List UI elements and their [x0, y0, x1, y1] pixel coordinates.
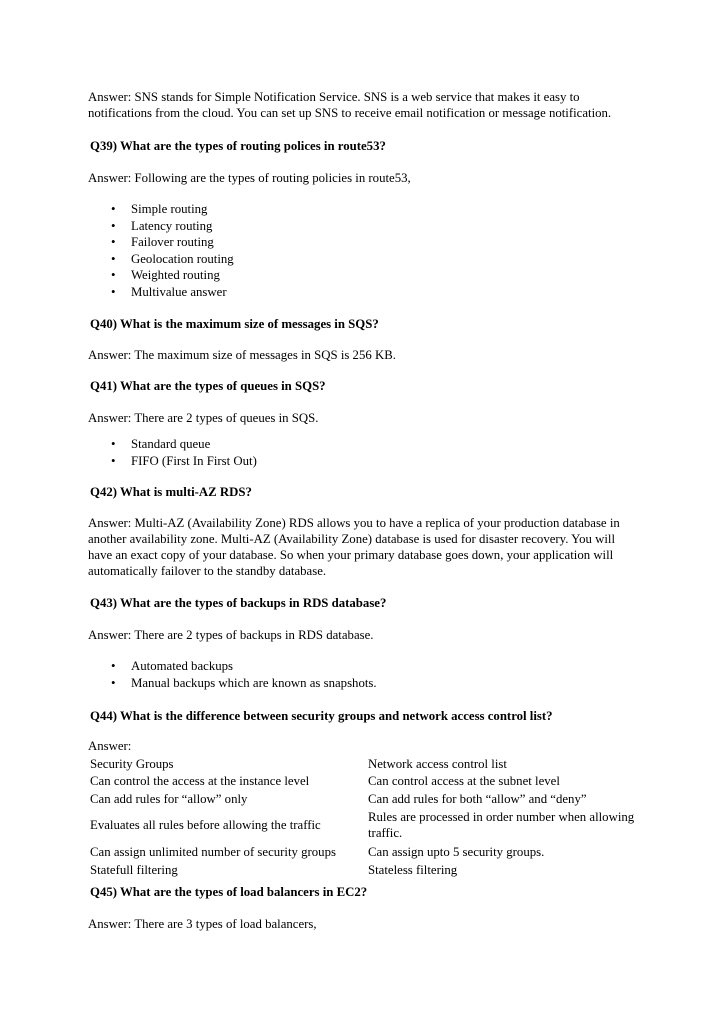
bullet-icon: • — [111, 218, 116, 233]
table-cell: Can add rules for “allow” only — [90, 791, 248, 806]
q42-answer: Answer: Multi-AZ (Availability Zone) RDS allows you to have a replica of your production database in another availability zone. Multi-AZ (Availability Zone) database is used for disaster recovery. You will have an exact copy of your database. So when your primary database goes down, your application will automatically failover to the standby database. — [88, 516, 620, 578]
table-row — [88, 842, 640, 861]
bullet-icon: • — [111, 202, 116, 216]
q43-answer: Answer: There are 2 types of backups in RDS database. — [88, 628, 374, 642]
list-item: • Weighted routing — [111, 268, 220, 283]
q39-heading: Q39) What are the types of routing polices in route53? — [90, 139, 386, 153]
table-row — [88, 861, 640, 878]
table-cell: Can control access at the subnet level — [368, 773, 560, 788]
q41-answer: Answer: There are 2 types of queues in SQS. — [88, 411, 319, 425]
list-item: • Manual backups which are known as snapshots. — [111, 675, 377, 690]
table-cell: Can assign upto 5 security groups. — [368, 844, 545, 859]
table-cell: Can add rules for both “allow” and “deny” — [368, 791, 587, 806]
q45-heading: Q45) What are the types of load balancers in EC2? — [90, 885, 368, 899]
table-row — [88, 755, 640, 772]
bullet-icon: • — [111, 675, 116, 690]
bullet-icon: • — [111, 284, 116, 299]
sns-answer: Answer: SNS stands for Simple Notification Service. SNS is a web service that makes it easy to notifications from the cloud. You can set up SNS to receive email notification or message notification. — [88, 90, 612, 120]
list-item: • Latency routing — [111, 218, 213, 233]
bullet-icon: • — [111, 659, 116, 673]
table-cell: Statefull filtering — [90, 862, 178, 877]
table-cell: Network access control list — [368, 756, 507, 771]
bullet-icon: • — [111, 437, 116, 451]
q43-heading: Q43) What are the types of backups in RDS database? — [90, 596, 387, 610]
q41-heading: Q41) What are the types of queues in SQS? — [90, 379, 326, 393]
table-cell: Rules are processed in order number when allowing traffic. — [368, 810, 635, 840]
q44-answer: Answer: — [88, 739, 132, 753]
table-row — [88, 789, 640, 808]
table-cell: Stateless filtering — [368, 862, 458, 877]
list-item: • Geolocation routing — [111, 251, 234, 266]
table-cell: Can assign unlimited number of security groups — [90, 844, 336, 859]
list-item: • Failover routing — [111, 235, 214, 250]
list-item: • Standard queue — [111, 437, 211, 451]
q45-answer: Answer: There are 3 types of load balancers, — [88, 917, 317, 931]
list-item: • Multivalue answer — [111, 284, 227, 299]
q44-heading: Q44) What is the difference between security groups and network access control list? — [90, 709, 553, 723]
bullet-icon: • — [111, 235, 116, 250]
q41-list — [88, 436, 640, 469]
q40-heading: Q40) What is the maximum size of messages in SQS? — [90, 317, 379, 331]
bullet-icon: • — [111, 453, 116, 468]
bullet-icon: • — [111, 251, 116, 266]
q40-answer: Answer: The maximum size of messages in SQS is 256 KB. — [88, 348, 396, 362]
table-cell: Can control the access at the instance level — [90, 773, 310, 788]
table-row — [88, 772, 640, 789]
q43-list — [88, 658, 640, 691]
table-row — [88, 808, 640, 842]
comparison-table — [88, 755, 640, 878]
bullet-icon: • — [111, 268, 116, 283]
q39-answer: Answer: Following are the types of routing policies in route53, — [88, 171, 411, 185]
list-item: • Automated backups — [111, 659, 233, 673]
q39-list — [88, 201, 640, 301]
table-cell: Security Groups — [90, 756, 174, 771]
list-item: • FIFO (First In First Out) — [111, 453, 257, 468]
q42-heading: Q42) What is multi-AZ RDS? — [90, 485, 252, 499]
table-cell: Evaluates all rules before allowing the traffic — [90, 818, 321, 832]
list-item: • Simple routing — [111, 202, 208, 216]
